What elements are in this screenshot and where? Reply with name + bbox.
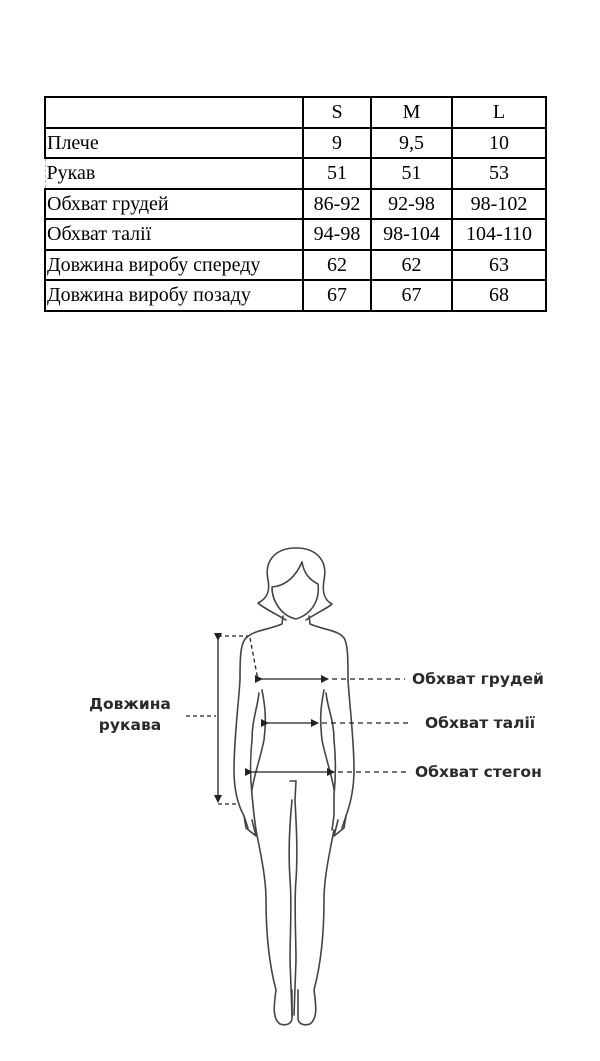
- sleeve-length-indicator: [186, 636, 258, 804]
- cell-s: 86-92: [303, 189, 371, 220]
- table-row-back-length: [45, 280, 546, 311]
- header-size-s: S: [303, 97, 371, 128]
- cell-s: 67: [303, 280, 371, 311]
- cell-l: 104-110: [452, 219, 546, 250]
- cell-m: 9,5: [371, 128, 452, 159]
- row-label: Обхват грудей: [45, 189, 303, 220]
- hips-label: Обхват стегон: [415, 763, 542, 781]
- table-row-chest: [45, 189, 546, 220]
- cell-m: 51: [371, 158, 452, 189]
- cell-s: 62: [303, 250, 371, 281]
- sleeve-length-label-line2: рукава: [98, 716, 162, 734]
- table-row-waist: [45, 219, 546, 250]
- header-size-m: M: [371, 97, 452, 128]
- table-row-sleeve: [45, 158, 546, 189]
- sleeve-length-label-line1: Довжина: [89, 695, 171, 713]
- cell-m: 92-98: [371, 189, 452, 220]
- cell-m: 67: [371, 280, 452, 311]
- row-label: Обхват талії: [45, 219, 303, 250]
- waist-label: Обхват талії: [425, 714, 536, 732]
- cell-s: 9: [303, 128, 371, 159]
- cell-l: 53: [452, 158, 546, 189]
- row-label: Довжина виробу позаду: [45, 280, 303, 311]
- row-label: Плече: [45, 128, 303, 159]
- cell-l: 68: [452, 280, 546, 311]
- size-chart-table: [44, 96, 547, 312]
- header-empty-cell: [45, 97, 303, 128]
- table-row-front-length: [45, 250, 546, 281]
- cell-s: 94-98: [303, 219, 371, 250]
- row-label: Рукав: [45, 158, 303, 189]
- cell-s: 51: [303, 158, 371, 189]
- chest-label: Обхват грудей: [412, 670, 544, 688]
- body-measurement-diagram: [0, 530, 600, 1061]
- cell-m: 98-104: [371, 219, 452, 250]
- row-label: Довжина виробу спереду: [45, 250, 303, 281]
- table-row-shoulder: [45, 128, 546, 159]
- cell-m: 62: [371, 250, 452, 281]
- table-header-row: [45, 97, 546, 128]
- header-size-l: L: [452, 97, 546, 128]
- female-figure-outline: [234, 548, 354, 1025]
- cell-l: 63: [452, 250, 546, 281]
- cell-l: 98-102: [452, 189, 546, 220]
- cell-l: 10: [452, 128, 546, 159]
